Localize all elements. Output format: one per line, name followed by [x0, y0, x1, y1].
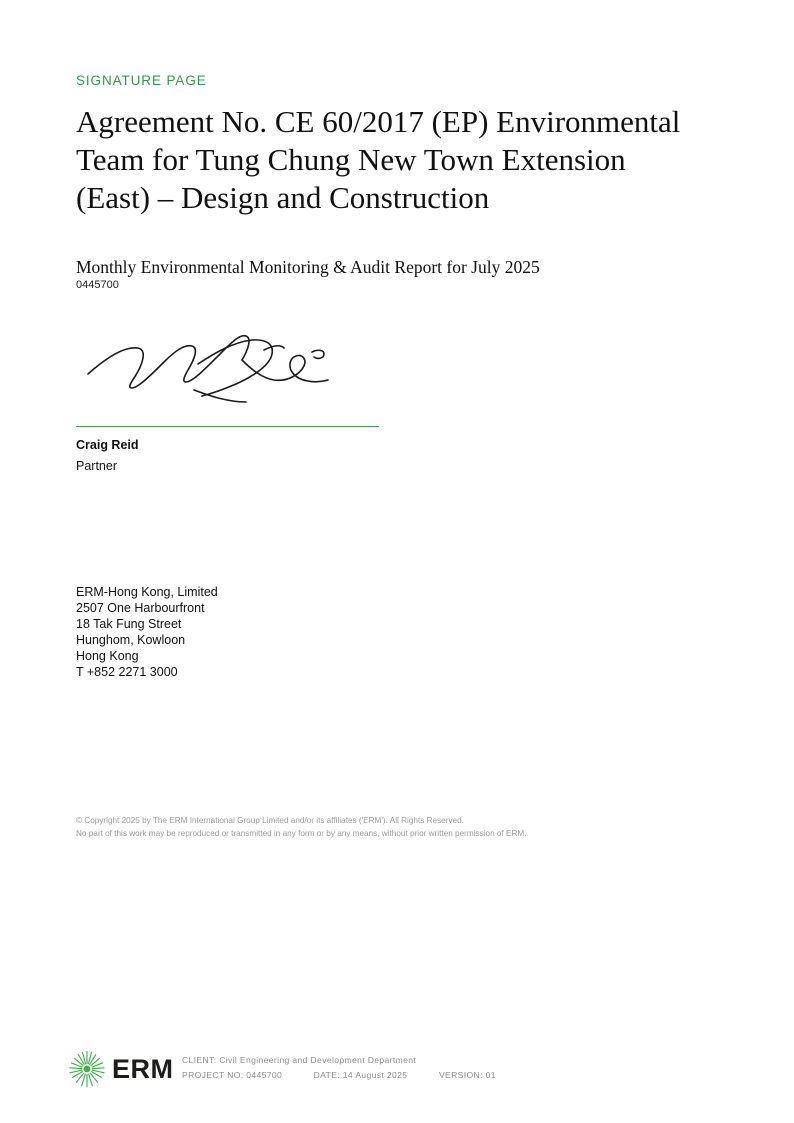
page-kicker: SIGNATURE PAGE	[76, 73, 207, 88]
address-phone: T +852 2271 3000	[76, 665, 178, 679]
erm-logo	[68, 1048, 178, 1090]
address-line-1: ERM-Hong Kong, Limited	[76, 585, 218, 599]
copyright-line-2: No part of this work may be reproduced or transmitted in any form or by any means, without prior written permission of ERM.	[76, 828, 527, 838]
footer-client-value: Civil Engineering and Development Department	[219, 1055, 417, 1065]
page-title: Agreement No. CE 60/2017 (EP) Environmental Team for Tung Chung New Town Extension (East) – Design and Construction	[76, 104, 681, 215]
address-line-3: 18 Tak Fung Street	[76, 617, 182, 631]
footer-client-line	[182, 1053, 496, 1068]
footer-metadata	[182, 1053, 496, 1083]
signer-role: Partner	[76, 459, 117, 473]
erm-sunburst-icon	[68, 1050, 106, 1088]
footer-version-value: 01	[485, 1070, 496, 1080]
page-footer	[0, 1040, 794, 1100]
footer-date-label: DATE:	[313, 1070, 341, 1080]
handwritten-signature-icon	[76, 322, 381, 422]
company-address	[76, 584, 218, 680]
footer-project-label: PROJECT NO:	[182, 1070, 244, 1080]
copyright-line-1: © Copyright 2025 by The ERM International Group Limited and/or its affiliates ('ERM'). All Rights Reserved.	[76, 816, 464, 825]
erm-wordmark: ERM	[112, 1054, 174, 1084]
footer-version-label: VERSION:	[438, 1070, 483, 1080]
signature-rule	[76, 426, 379, 427]
signer-name: Craig Reid	[76, 438, 139, 452]
address-line-5: Hong Kong	[76, 649, 139, 663]
footer-project-value: 0445700	[246, 1070, 283, 1080]
address-line-4: Hunghom, Kowloon	[76, 633, 186, 647]
footer-date-value: 14 August 2025	[342, 1070, 408, 1080]
address-line-2: 2507 One Harbourfront	[76, 601, 205, 615]
copyright-notice	[76, 815, 696, 840]
document-number: 0445700	[76, 279, 119, 291]
page-subtitle: Monthly Environmental Monitoring & Audit Report for July 2025	[76, 257, 540, 277]
footer-project-line	[182, 1068, 496, 1083]
footer-client-label: CLIENT:	[182, 1055, 217, 1065]
